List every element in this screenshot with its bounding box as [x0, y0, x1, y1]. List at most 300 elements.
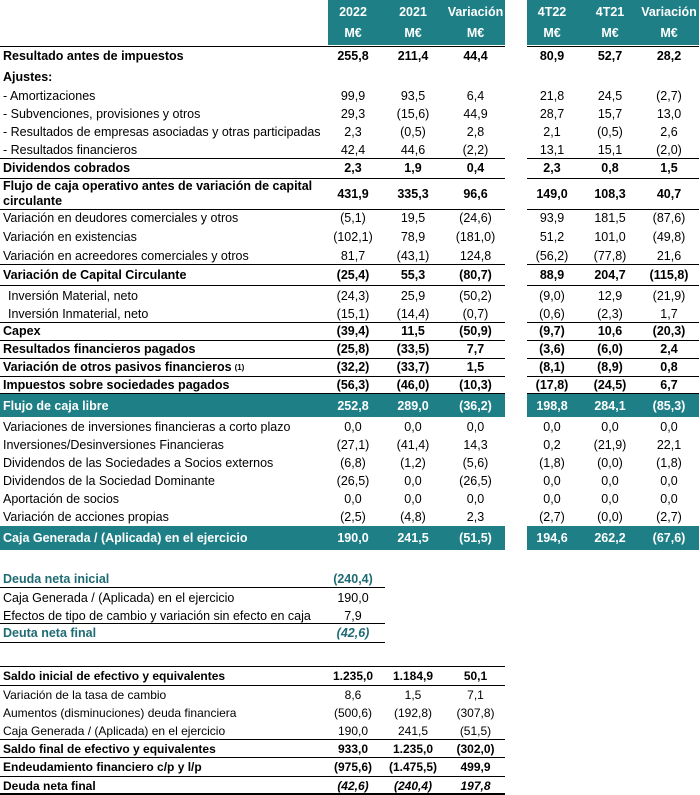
cash-value: 933,0 [337, 741, 369, 756]
table-row [0, 435, 700, 454]
value-cell: 0,8 [660, 360, 678, 374]
value-cell: (5,1) [340, 211, 366, 225]
value-cell: 21,6 [656, 248, 682, 263]
table-row [0, 453, 700, 472]
debt-row [0, 588, 700, 607]
value-cell: (51,5) [459, 531, 492, 545]
value-cell: (0,0) [597, 509, 623, 524]
row-label [3, 526, 328, 550]
value-cell: 44,6 [400, 143, 426, 157]
value-cell: (32,2) [336, 360, 370, 374]
row-label [3, 246, 328, 265]
value-cell: (50,2) [459, 289, 492, 303]
value-cell: 0,0 [660, 419, 678, 434]
value-cell: (67,6) [652, 531, 686, 545]
table-row [0, 394, 700, 417]
value-cell: 11,5 [401, 324, 425, 338]
value-cell: 204,7 [594, 267, 626, 282]
value-cell: (1,8) [656, 455, 682, 470]
table-row [0, 305, 700, 323]
value-cell: 52,7 [597, 49, 623, 63]
value-cell: 44,4 [463, 49, 488, 63]
cash-value: 7,1 [467, 688, 484, 702]
footnote-marker: (1) [234, 362, 245, 372]
value-cell: (85,3) [652, 398, 686, 413]
value-cell: 0,0 [344, 419, 362, 434]
value-cell: 99,9 [340, 88, 366, 103]
table-row [0, 418, 700, 435]
value-cell: 10,6 [597, 324, 623, 338]
col-header-4t21: 4T21 [595, 5, 625, 19]
value-cell: 13,1 [539, 143, 565, 157]
table-row [0, 376, 700, 394]
value-cell: (26,5) [336, 473, 370, 488]
cash-label: Saldo inicial de efectivo y equivalentes [3, 668, 226, 683]
value-cell: 262,2 [594, 531, 626, 545]
row-label [3, 227, 328, 246]
value-cell: 2,1 [543, 125, 561, 139]
value-cell: 19,5 [400, 211, 426, 225]
table-rule [0, 264, 505, 265]
unit-label: M€ [466, 26, 485, 40]
row-label [3, 68, 328, 85]
value-cell: (10,3) [459, 378, 492, 392]
value-cell: (2,7) [656, 509, 682, 524]
value-cell: (24,6) [459, 211, 492, 225]
row-label [8, 305, 333, 323]
debt-row [0, 570, 700, 587]
table-row [0, 159, 700, 177]
value-cell: 1,9 [404, 161, 422, 175]
cash-label: Deuda neta final [3, 778, 96, 793]
value-cell: 0,0 [543, 491, 561, 506]
value-cell: 241,5 [397, 531, 429, 545]
table-rule [0, 285, 505, 286]
cash-value: (975,6) [333, 760, 373, 774]
table-row [0, 209, 700, 227]
row-label [3, 86, 328, 105]
value-cell: 25,9 [400, 289, 426, 303]
value-cell: 431,9 [337, 186, 369, 201]
row-label [3, 209, 328, 227]
value-cell: 12,9 [597, 289, 623, 303]
unit-label: M€ [344, 26, 362, 40]
table-row [0, 526, 700, 550]
row-label-text: - Subvenciones, provisiones y otros [3, 107, 201, 121]
row-label [3, 178, 328, 209]
cash-row [0, 740, 700, 757]
value-cell: 0,0 [601, 491, 619, 506]
row-label-text: Flujo de caja operativo antes de variación de capital circulante [3, 178, 313, 208]
value-cell: 0,0 [466, 491, 485, 506]
value-cell [640, 68, 698, 85]
value-cell: 93,5 [400, 88, 426, 103]
table-row [0, 141, 700, 159]
value-cell [448, 68, 503, 85]
value-cell: 1,5 [660, 161, 678, 175]
row-label-text: Dividendos de las Sociedades a Socios externos [3, 455, 274, 470]
value-cell: 14,3 [463, 437, 488, 452]
table-row [0, 47, 700, 65]
value-cell: 289,0 [397, 398, 429, 413]
table-row [0, 340, 700, 358]
row-label [3, 159, 328, 177]
value-cell: 198,8 [536, 398, 568, 413]
value-cell: (181,0) [455, 229, 496, 244]
cash-row [0, 704, 700, 722]
value-cell: (2,7) [539, 509, 565, 524]
cash-label: Variación de la tasa de cambio [3, 688, 167, 702]
debt-value: (42,6) [336, 626, 370, 640]
table-row [0, 471, 700, 490]
value-cell: 0,0 [543, 473, 561, 488]
value-cell: 29,3 [340, 107, 366, 121]
table-row [0, 490, 700, 507]
value-cell: (80,7) [459, 267, 492, 282]
row-label-text: Resultado antes de impuestos [3, 49, 184, 63]
row-label [3, 471, 328, 490]
value-cell: (24,5) [593, 378, 627, 392]
value-cell: 124,8 [459, 248, 492, 263]
value-cell: 2,6 [660, 125, 678, 139]
debt-label: Caja Generada / (Aplicada) en el ejercicio [3, 590, 235, 605]
value-cell: (21,9) [593, 437, 627, 452]
row-label-text: - Amortizaciones [3, 88, 96, 103]
value-cell [527, 68, 577, 85]
cash-label: Aumentos (disminuciones) deuda financiera [3, 706, 237, 720]
header-units-row [0, 23, 700, 43]
cash-value: 1.235,0 [392, 741, 434, 756]
table-rule [527, 178, 699, 179]
row-label-text: Capex [3, 324, 41, 338]
cash-label: Saldo final de efectivo y equivalentes [3, 741, 216, 756]
value-cell: 0,0 [466, 419, 485, 434]
table-rule [527, 358, 699, 359]
value-cell: (21,9) [652, 289, 686, 303]
cash-row [0, 722, 700, 740]
value-cell: 2,8 [466, 125, 485, 139]
table-row [0, 68, 700, 85]
table-row [0, 322, 700, 340]
row-label-text: Variación en existencias [3, 229, 137, 244]
table-rule [0, 757, 505, 758]
value-cell: (0,6) [539, 307, 565, 321]
value-cell: (2,2) [462, 143, 489, 157]
col-header-2021: 2021 [399, 5, 427, 19]
value-cell: 51,2 [539, 229, 565, 244]
value-cell: (9,7) [539, 324, 565, 338]
debt-value: 190,0 [337, 590, 369, 605]
value-cell: 0,0 [543, 419, 561, 434]
value-cell: (8,9) [597, 360, 623, 374]
value-cell: 13,0 [656, 107, 682, 121]
row-label [3, 490, 328, 507]
table-row [0, 178, 700, 209]
row-label [3, 322, 328, 340]
value-cell: (46,0) [396, 378, 430, 392]
value-cell: (17,8) [535, 378, 569, 392]
row-label [3, 265, 328, 284]
row-label-text: Variaciones de inversiones financieras a corto plazo [3, 419, 291, 434]
table-row [0, 507, 700, 526]
cash-label: Endeudamiento financiero c/p y l/p [3, 760, 202, 774]
table-rule [527, 158, 699, 159]
row-label-text: Variación de otros pasivos financieros [3, 360, 232, 374]
value-cell: 0,0 [404, 473, 422, 488]
cash-row [0, 667, 700, 684]
value-cell: 108,3 [594, 186, 626, 201]
table-rule [0, 587, 385, 588]
value-cell: 24,5 [597, 88, 623, 103]
col-header-4t22: 4T22 [537, 5, 567, 19]
row-label [3, 47, 328, 65]
value-cell: (1,8) [539, 455, 565, 470]
row-label-text: Variación de acciones propias [3, 509, 169, 524]
table-row [0, 86, 700, 105]
value-cell: (2,0) [656, 143, 682, 157]
cash-value: 1,5 [404, 688, 422, 702]
value-cell: 0,0 [344, 491, 362, 506]
value-cell: 1,7 [660, 307, 678, 321]
cash-value: (42,6) [337, 778, 369, 793]
row-label-text: Variación en acreedores comerciales y otros [3, 248, 249, 263]
value-cell: (115,8) [649, 267, 689, 282]
cash-value: (240,4) [393, 778, 433, 793]
cash-row [0, 686, 700, 704]
value-cell: (4,8) [400, 509, 426, 524]
value-cell: 194,6 [536, 531, 568, 545]
value-cell: (0,5) [400, 125, 426, 139]
value-cell: (36,2) [459, 398, 492, 413]
unit-label: M€ [660, 26, 678, 40]
debt-value: 7,9 [344, 608, 362, 623]
value-cell: 2,3 [344, 161, 362, 175]
value-cell [388, 68, 438, 85]
table-rule [527, 393, 699, 394]
value-cell: 252,8 [337, 398, 369, 413]
value-cell: 81,7 [340, 248, 366, 263]
value-cell: 0,0 [404, 491, 422, 506]
value-cell: (8,1) [539, 360, 565, 374]
value-cell: 28,7 [539, 107, 565, 121]
unit-label: M€ [543, 26, 561, 40]
cash-value: 50,1 [463, 668, 488, 683]
table-row [0, 265, 700, 284]
unit-label: M€ [404, 26, 422, 40]
value-cell: 1,5 [466, 360, 485, 374]
value-cell: 0,2 [543, 437, 561, 452]
table-rule [527, 46, 699, 47]
row-label [3, 105, 328, 123]
table-row [0, 105, 700, 123]
value-cell: 55,3 [400, 267, 426, 282]
row-label-text: Resultados financieros pagados [3, 342, 196, 356]
value-cell: 28,2 [656, 49, 682, 63]
value-cell: (102,1) [333, 229, 373, 244]
value-cell: 15,1 [597, 143, 623, 157]
value-cell: (26,5) [459, 473, 492, 488]
cash-value: (500,6) [333, 706, 373, 720]
table-rule [0, 340, 505, 341]
value-cell: 149,0 [536, 186, 568, 201]
cash-value: (307,8) [456, 706, 495, 720]
row-label-text: Flujo de caja libre [3, 398, 109, 413]
row-label [3, 358, 328, 376]
row-label [3, 507, 328, 526]
table-rule [0, 46, 505, 47]
value-cell: (25,4) [336, 267, 370, 282]
table-row [0, 123, 700, 141]
value-cell: 211,4 [397, 49, 429, 63]
value-cell: 96,6 [463, 186, 488, 201]
table-rule [0, 358, 505, 359]
value-cell: 7,7 [466, 342, 485, 356]
table-rule [527, 285, 699, 286]
cash-value: (1.475,5) [388, 760, 438, 774]
table-rule [0, 685, 505, 686]
row-label [3, 453, 328, 472]
table-rule [0, 322, 505, 323]
value-cell: 6,7 [660, 378, 678, 392]
row-label [3, 418, 328, 435]
table-rule [527, 264, 699, 265]
value-cell: 0,0 [601, 473, 619, 488]
value-cell: (56,2) [535, 248, 569, 263]
value-cell: (6,0) [597, 342, 623, 356]
row-label-text: Impuestos sobre sociedades pagados [3, 378, 230, 392]
value-cell: 0,0 [660, 473, 678, 488]
value-cell: 78,9 [400, 229, 426, 244]
value-cell: (3,6) [539, 342, 565, 356]
row-label [3, 376, 328, 394]
value-cell: 2,4 [660, 342, 678, 356]
value-cell: 2,3 [344, 125, 362, 139]
row-label-text: - Resultados financieros [3, 143, 138, 157]
value-cell: (5,6) [462, 455, 489, 470]
value-cell: 15,7 [597, 107, 623, 121]
row-label-text: Inversión Inmaterial, neto [8, 307, 149, 321]
value-cell: (0,0) [597, 455, 623, 470]
debt-label: Efectos de tipo de cambio y variación sin efecto en caja [3, 608, 311, 623]
value-cell: (27,1) [336, 437, 370, 452]
value-cell: (77,8) [593, 248, 627, 263]
debt-label: Deuda neta inicial [3, 571, 110, 586]
value-cell: 181,5 [594, 211, 626, 225]
value-cell: (2,3) [597, 307, 623, 321]
value-cell: 42,4 [340, 143, 366, 157]
value-cell: 0,4 [466, 161, 485, 175]
col-header-variacion: Variación [447, 5, 504, 19]
table-rule [0, 158, 505, 159]
value-cell: 22,1 [656, 437, 682, 452]
debt-value: (240,4) [333, 571, 373, 586]
value-cell: 0,0 [601, 419, 619, 434]
value-cell: (49,8) [652, 229, 686, 244]
value-cell: (14,4) [396, 307, 430, 321]
row-label-text: Ajustes: [3, 69, 53, 84]
row-label-text: Dividendos cobrados [3, 161, 131, 175]
value-cell: (50,9) [459, 324, 492, 338]
row-label [3, 435, 328, 454]
value-cell: (0,5) [597, 125, 623, 139]
table-row [0, 246, 700, 265]
value-cell: (0,7) [462, 307, 489, 321]
cash-value: (51,5) [459, 724, 492, 738]
row-label-text: Caja Generada / (Aplicada) en el ejercicio [3, 531, 248, 545]
value-cell: 0,0 [660, 491, 678, 506]
header-years-row [0, 2, 700, 22]
value-cell: (15,1) [336, 307, 370, 321]
value-cell [585, 68, 635, 85]
cash-value: 241,5 [397, 724, 429, 738]
row-label-text: - Resultados de empresas asociadas y otras participadas [3, 125, 321, 139]
unit-label: M€ [601, 26, 619, 40]
debt-label: Deuta neta final [3, 626, 97, 640]
value-cell: (39,4) [336, 324, 370, 338]
table-rule [527, 376, 699, 377]
value-cell: (24,3) [336, 289, 370, 303]
row-label [3, 123, 328, 141]
table-rule [0, 642, 385, 643]
debt-row [0, 624, 700, 642]
value-cell: (15,6) [396, 107, 430, 121]
row-label [3, 340, 328, 358]
value-cell: (2,7) [656, 88, 682, 103]
cash-row [0, 758, 700, 776]
value-cell: (43,1) [396, 248, 430, 263]
table-rule [0, 393, 505, 394]
row-label-text: Aportación de socios [3, 491, 120, 506]
value-cell: 6,4 [466, 88, 485, 103]
value-cell: 2,3 [543, 161, 561, 175]
table-rule [527, 322, 699, 323]
value-cell: 21,8 [539, 88, 565, 103]
value-cell: 40,7 [656, 186, 682, 201]
table-rule [0, 623, 385, 624]
value-cell: (56,3) [336, 378, 370, 392]
value-cell: (41,4) [396, 437, 430, 452]
row-label [3, 394, 328, 417]
value-cell: (9,0) [539, 289, 565, 303]
cash-value: (302,0) [456, 741, 495, 756]
row-label-text: Dividendos de la Sociedad Dominante [3, 473, 215, 488]
row-label-text: Inversiones/Desinversiones Financieras [3, 437, 224, 452]
row-label-text: Inversión Material, neto [8, 289, 138, 303]
col-header-variacion-q: Variación [641, 5, 697, 19]
value-cell: 255,8 [337, 49, 369, 63]
value-cell: (33,7) [396, 360, 430, 374]
value-cell: (33,5) [396, 342, 430, 356]
cash-value: 499,9 [460, 760, 491, 774]
cash-value: 1.235,0 [332, 668, 374, 683]
cash-value: 197,8 [460, 778, 491, 793]
table-rule [527, 340, 699, 341]
cash-value: 190,0 [337, 724, 369, 738]
value-cell: (87,6) [652, 211, 686, 225]
value-cell: 335,3 [397, 186, 429, 201]
table-row [0, 227, 700, 246]
table-rule [527, 209, 699, 210]
col-header-2022: 2022 [339, 5, 367, 19]
cash-label: Caja Generada / (Aplicada) en el ejercicio [3, 724, 226, 738]
value-cell: (25,8) [336, 342, 370, 356]
row-label-text: Variación de Capital Circulante [3, 267, 187, 282]
table-rule [0, 666, 505, 667]
value-cell: (20,3) [652, 324, 686, 338]
value-cell: 0,0 [404, 419, 422, 434]
value-cell: (6,8) [340, 455, 366, 470]
value-cell [328, 68, 378, 85]
